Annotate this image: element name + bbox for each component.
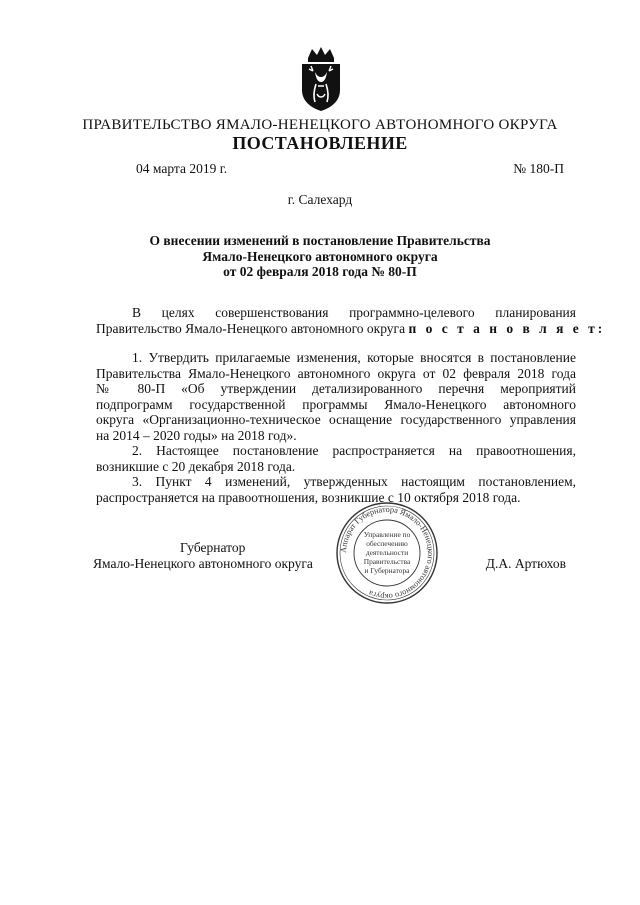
item-line: 3. Пункт 4 изменений, утвержденных настоящим постановлением, — [132, 474, 576, 489]
seal-center-line: Управление по — [363, 530, 411, 539]
seal-center-line: и Губернатора — [364, 566, 410, 575]
document-number: № 180-П — [513, 161, 564, 176]
item-line: 1. Утвердить прилагаемые изменения, которые вносятся в постановление — [132, 350, 576, 365]
item-line: 2. Настоящее постановление распространяется на правоотношения, — [132, 443, 576, 458]
subject-line: от 02 февраля 2018 года № 80-П — [223, 264, 417, 279]
seal-ring-text: Аппарат Губернатора Ямало-Ненецкого автономного округа — [338, 504, 436, 602]
seal-center-line: обеспечению — [366, 539, 408, 548]
signer-name: Д.А. Артюхов — [485, 556, 566, 571]
subject-line: Ямало-Ненецкого автономного округа — [202, 248, 438, 264]
item-line: подпрограмм государственной программы Ямало-Ненецкого автономного — [96, 396, 576, 412]
preamble-subject: Правительство Ямало-Ненецкого автономного округа — [96, 320, 406, 336]
item-line: № 80-П «Об утверждении детализированного перечня мероприятий — [96, 381, 576, 396]
preamble — [96, 305, 606, 336]
resolution-items — [96, 350, 576, 505]
document-date: 04 марта 2019 г. — [136, 161, 228, 176]
seal-center-line: Правительства — [363, 557, 411, 566]
preamble-line — [96, 320, 606, 337]
document-subject — [60, 233, 580, 280]
official-seal — [335, 501, 439, 605]
item-line: возникшие с 20 декабря 2018 года. — [96, 458, 296, 474]
seal-center-line: деятельности — [365, 548, 409, 557]
signer-title-region: Ямало-Ненецкого автономного округа — [93, 556, 313, 571]
preamble-line: В целях совершенствования программно-целевого планирования — [132, 305, 576, 320]
item-line: распространяется на правоотношения, возникшие с 10 октября 2018 года. — [96, 489, 521, 505]
item-line: на 2014 – 2020 годы» на 2018 год». — [96, 427, 297, 443]
document-type: ПОСТАНОВЛЕНИЕ — [232, 133, 408, 153]
coat-of-arms-icon — [298, 46, 344, 112]
signer-title: Губернатор — [180, 540, 246, 555]
government-title: ПРАВИТЕЛЬСТВО ЯМАЛО-НЕНЕЦКОГО АВТОНОМНОГО ОКРУГА — [82, 117, 558, 133]
resolves-word: п о с т а н о в л я е т: — [408, 320, 606, 336]
document-city: г. Салехард — [287, 192, 353, 207]
item-line: округа «Организационно-техническое оснащение государственного управления — [96, 412, 576, 427]
subject-line: О внесении изменений в постановление Правительства — [149, 233, 491, 248]
item-line: Правительства Ямало-Ненецкого автономного округа от 02 февраля 2018 года — [96, 365, 576, 381]
